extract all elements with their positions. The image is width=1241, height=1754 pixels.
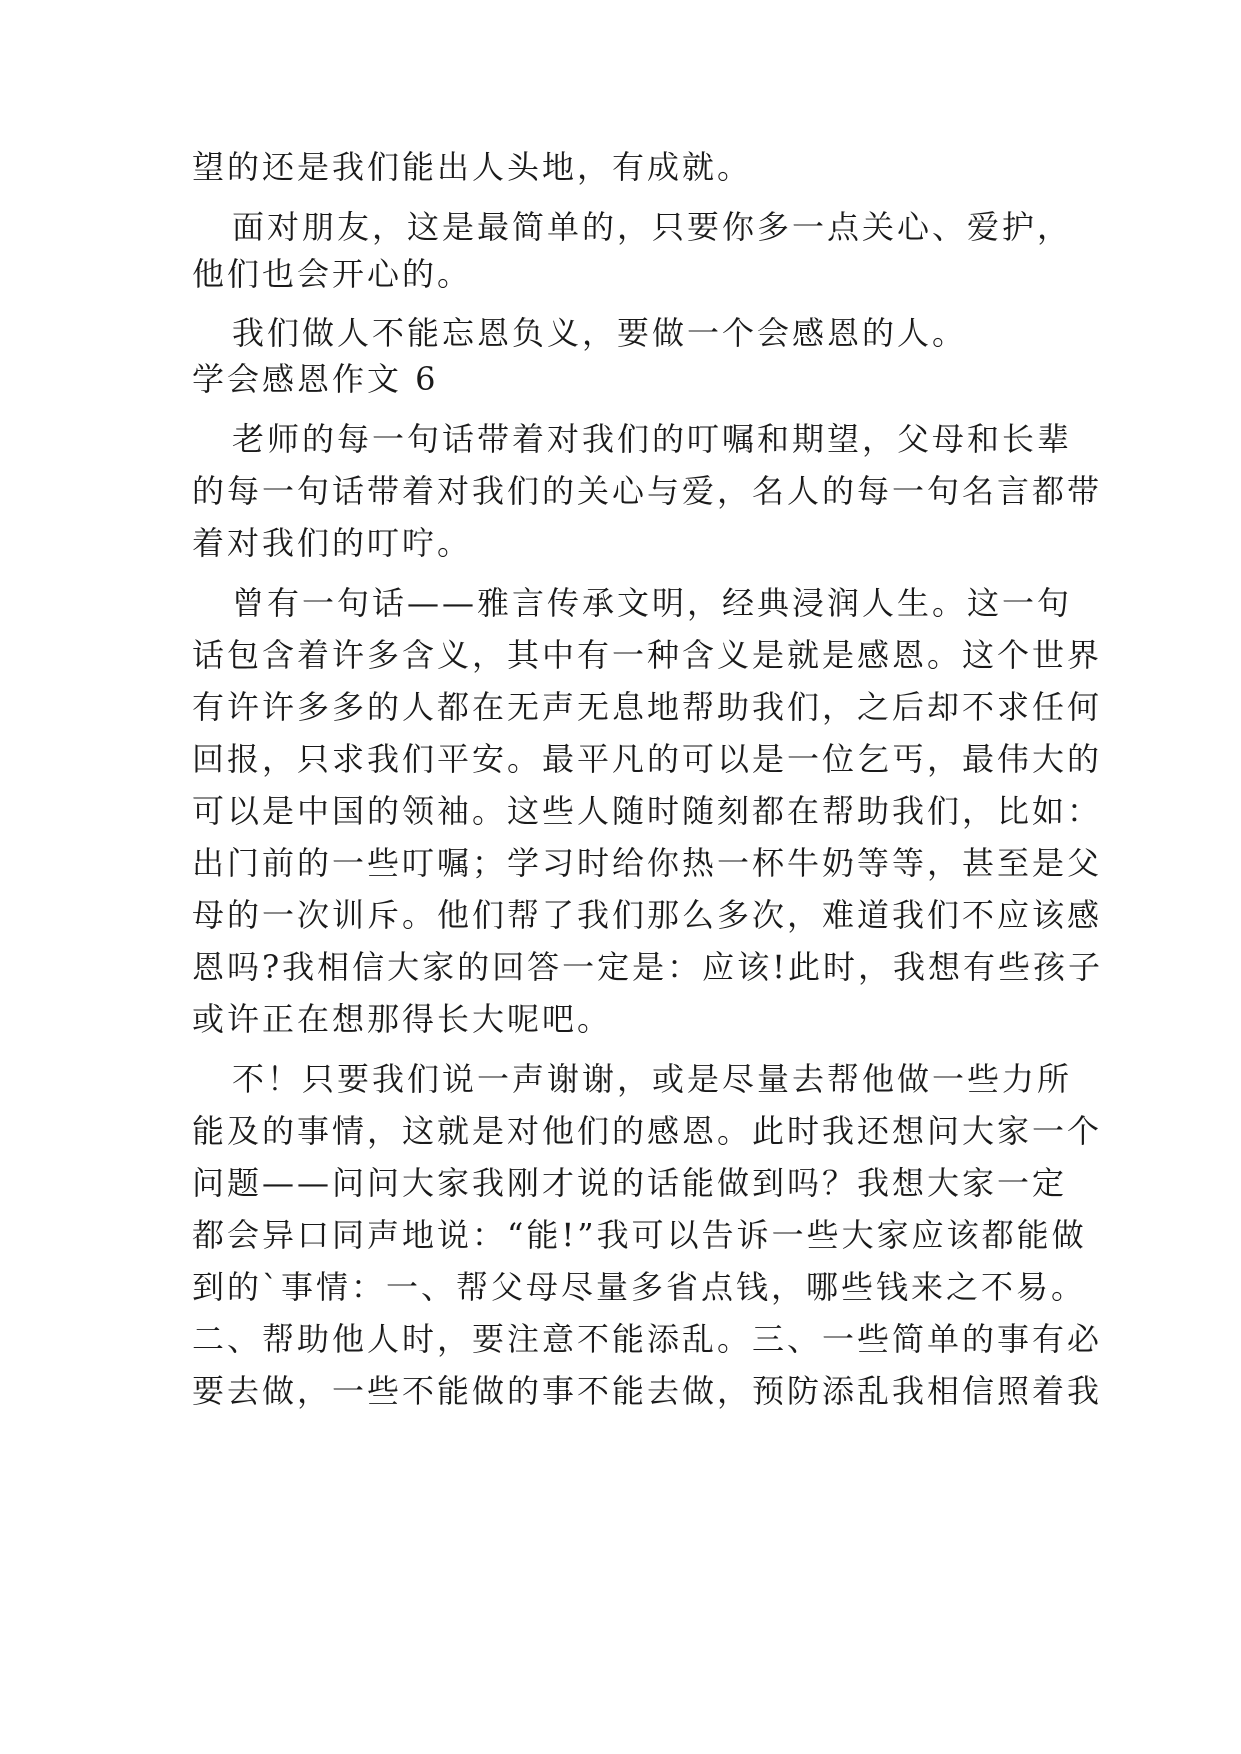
paragraph-line: 二、帮助他人时，要注意不能添乱。三、一些简单的事有必 [192, 1320, 1103, 1358]
paragraph-line: 有许许多多的人都在无声无息地帮助我们，之后却不求任何 [192, 688, 1103, 726]
section-title: 学会感恩作文 6 [192, 360, 439, 398]
paragraph-line: 面对朋友，这是最简单的，只要你多一点关心、爱护， [232, 208, 1073, 246]
paragraph-line: 出门前的一些叮嘱；学习时给你热一杯牛奶等等，甚至是父 [192, 844, 1103, 882]
paragraph-line: 母的一次训斥。他们帮了我们那么多次，难道我们不应该感 [192, 896, 1103, 934]
paragraph-line: 老师的每一句话带着对我们的叮嘱和期望，父母和长辈 [232, 420, 1073, 458]
paragraph-line: 或许正在想那得长大呢吧。 [192, 1000, 613, 1038]
paragraph-line: 曾有一句话——雅言传承文明，经典浸润人生。这一句 [232, 584, 1073, 622]
paragraph-line: 的每一句话带着对我们的关心与爱，名人的每一句名言都带 [192, 472, 1103, 510]
paragraph-line: 可以是中国的领袖。这些人随时随刻都在帮助我们，比如： [192, 792, 1103, 830]
paragraph-line: 他们也会开心的。 [192, 255, 473, 293]
paragraph-line: 话包含着许多含义，其中有一种含义是就是感恩。这个世界 [192, 636, 1103, 674]
paragraph-line: 到的`事情：一、帮父母尽量多省点钱，哪些钱来之不易。 [192, 1268, 1087, 1306]
paragraph-line: 要去做，一些不能做的事不能去做，预防添乱我相信照着我 [192, 1372, 1103, 1410]
paragraph-line: 恩吗?我相信大家的回答一定是：应该!此时，我想有些孩子 [192, 948, 1104, 986]
paragraph-line: 回报，只求我们平安。最平凡的可以是一位乞丐，最伟大的 [192, 740, 1103, 778]
paragraph-line: 问题——问问大家我刚才说的话能做到吗？我想大家一定 [192, 1164, 1068, 1202]
paragraph-line: 着对我们的叮咛。 [192, 524, 473, 562]
paragraph-line: 能及的事情，这就是对他们的感恩。此时我还想问大家一个 [192, 1112, 1103, 1150]
paragraph-line: 我们做人不能忘恩负义，要做一个会感恩的人。 [232, 314, 968, 352]
paragraph-line: 不！只要我们说一声谢谢，或是尽量去帮他做一些力所 [232, 1060, 1073, 1098]
paragraph-line: 都会异口同声地说：“能!”我可以告诉一些大家应该都能做 [192, 1216, 1087, 1254]
paragraph-line: 望的还是我们能出人头地，有成就。 [192, 148, 753, 186]
